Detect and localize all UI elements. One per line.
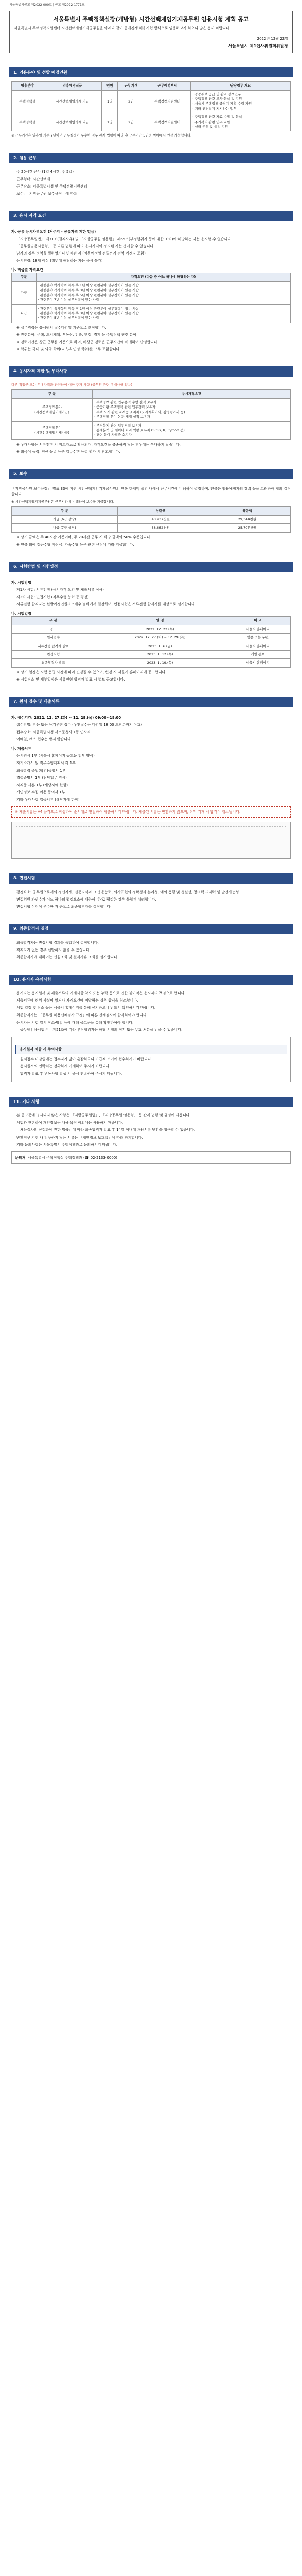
table-cell: 2년 — [118, 90, 144, 113]
table-header-cell: 비 고 — [225, 617, 290, 625]
list-item: 최종학력 졸업(학위)증명서 1부 — [16, 768, 66, 773]
section-title: 10. 응시자 유의사항 — [9, 975, 293, 985]
table-header-cell: 하한액 — [204, 507, 290, 515]
section-9 — [9, 924, 293, 960]
table-cell: · 주택정책 관련 자료 수집 및 분석 · 주거복지 관련 연구 지원 · 센터 운영 및 행정 지원 — [191, 113, 291, 131]
table-header-cell: 응시자격요건 — [93, 390, 291, 398]
preference-table — [11, 389, 291, 439]
table-header-cell: 임용예정직급 — [43, 82, 102, 90]
section-title: 5. 보수 — [9, 469, 293, 479]
list-item: 경력증명서 1부 (담당업무 명시) — [16, 775, 67, 780]
table-header-cell: 상한액 — [117, 507, 204, 515]
table-cell: · 주택정책 관련 연구용역 수행 실적 보유자 · 공공기관 주택정책 관련 업무경력 보유자 · 주택·도시 관련 자격증 소지자 (도시계획기사, 감정평가사 등) · 주택정책 분야 논문 게재 실적 보유자 — [93, 398, 291, 421]
section-title: 7. 원서 접수 및 제출서류 — [9, 697, 293, 707]
table-row — [12, 659, 291, 667]
announce-date: 2022년 12월 22일 — [257, 36, 288, 41]
table-row — [12, 113, 291, 131]
table-header-cell: 일 정 — [95, 617, 225, 625]
table-header-cell: 자격요건 (다음 중 어느 하나에 해당하는 자) — [36, 273, 290, 281]
table-row — [12, 625, 291, 633]
subsection-title: 가. 접수기간: 2022. 12. 27.(화) ~ 12. 29.(목) 09:00~18:00 — [11, 715, 121, 720]
list-item: 응시원서 1부 (서울시 홈페이지 공고문 첨부 양식) — [16, 754, 95, 758]
list-item: 시험 일정 및 장소 등은 서울시 홈페이지를 통해 공지하오니 반드시 확인하시기 바랍니다. — [16, 1006, 156, 1010]
table-cell: 서울시 홈페이지 — [225, 642, 290, 650]
table-cell: 원서접수 — [12, 634, 95, 642]
list-item: 제2차 시험: 면접시험 (직무수행 능력 등 평정) — [16, 595, 89, 599]
list-item: 「지방공무원법」 제31조(결격사유) 및 「지방공무원 임용령」 제65조(부정행위자 등에 대한 조치)에 해당하는 자는 응시할 수 없습니다. — [16, 236, 233, 241]
issuing-org: 서울특별시 제1인사위원회위원장 — [228, 43, 288, 48]
list-item: 제1차 시험: 서류전형 (응시자격 요건 및 제출서류 심사) — [16, 587, 104, 592]
contact-box: 문의처: 서울특별시 주택정책실 주택정책과 (☎ 02-2133-0000) — [11, 1151, 291, 1164]
list-item: 응시자는 시험 일시·장소·방법 등에 대해 공고문을 통해 확인하여야 합니다. — [16, 1020, 134, 1025]
table-row — [12, 524, 291, 532]
section-title: 6. 시험방법 및 시험일정 — [9, 562, 293, 572]
list-item: 자격증 사본 1부 (해당자에 한함) — [16, 783, 68, 787]
contact-info: 서울특별시 주택정책실 주택정책과 (☎ 02-2133-0000) — [27, 1155, 117, 1160]
caution-box — [11, 1037, 291, 1082]
section-11 — [9, 1097, 293, 1164]
list-item: 근무장소: 서울특별시청 및 주택정책지원센터 — [16, 184, 87, 189]
table-cell: 2023. 1. 19.(목) — [95, 659, 225, 667]
page-title: 서울특별시 주택정책실장(개방형) 시간선택제임기제공무원 임용시험 계획 공고 — [53, 15, 249, 23]
list-item: 「공무원임용시험령」 등 다른 법령에 따라 응시자격이 정지된 자는 응시할 수 없습니다. — [16, 244, 155, 248]
table-header-cell: 인원 — [102, 82, 118, 90]
list-item: 원서접수 마감일에는 접수자가 많아 혼잡하오니 가급적 조기에 접수하시기 바랍니다. — [20, 1057, 152, 1062]
list-item: 접수방법: 방문 또는 등기우편 접수 (우편접수는 마감일 18:00 도착분까지 유효) — [16, 722, 143, 727]
table-cell: 방문 또는 우편 — [225, 634, 290, 642]
table-header-cell: 담당업무 개요 — [191, 82, 291, 90]
list-item: 남자의 경우 병역을 필하였거나 면제된 자 (임용예정일 전일까지 전역 예정자 포함) — [16, 251, 146, 256]
list-item: 기타 문의사항은 서울특별시 주택정책과로 문의하시기 바랍니다. — [16, 1142, 117, 1147]
caution-title: 응시원서 제출 시 주의사항 — [15, 1045, 287, 1054]
pay-note: ※ 시간선택제임기제공무원은 근무시간에 비례하여 보수를 지급합니다. — [11, 499, 114, 504]
list-item: 합격자 발표 후 변동사항 발생 시 즉시 연락하여 주시기 바랍니다. — [20, 1072, 122, 1076]
table-cell: 면접시험 — [12, 650, 95, 658]
table-cell: 43,937천원 — [117, 515, 204, 523]
table-cell: 38,662천원 — [117, 524, 204, 532]
table-cell: · 관련분야 석사학위 취득 후 1년 이상 관련분야 실무경력이 있는 사람 · 관련분야 학사학위 취득 후 3년 이상 관련분야 실무경력이 있는 사람 · 관련분야 5년 이상 실무경력이 있는 사람 — [36, 304, 290, 323]
subsection-title: 나. 시험일정 — [11, 612, 31, 616]
table-cell: 29,344천원 — [204, 515, 290, 523]
table-cell: 개별 통보 — [225, 650, 290, 658]
table-cell: 2023. 1. 12.(목) — [95, 650, 225, 658]
note-item: ※ 실무경력은 응시원서 접수마감일 기준으로 산정합니다. — [16, 325, 106, 330]
table-cell: 시간선택제임기제 나급 — [43, 113, 102, 131]
table-row — [12, 650, 291, 658]
note-item: ※ 우대사항은 서류전형 시 참고자료로 활용되며, 자격요건을 충족하지 않는 경우에는 우대하지 않습니다. — [16, 442, 181, 447]
table-cell: 1명 — [102, 90, 118, 113]
section-5 — [9, 469, 293, 547]
note-item: ※ 관련분야: 주택, 도시계획, 부동산, 건축, 행정, 경제 등 주택정책 관련 분야 — [16, 333, 137, 337]
table-cell: 25,707천원 — [204, 524, 290, 532]
table-cell: 2023. 1. 6.(금) — [95, 642, 225, 650]
list-item: 접수장소: 서울특별시청 서소문청사 1동 인사과 — [16, 730, 91, 734]
section-title: 3. 응시 자격 요건 — [9, 211, 293, 221]
list-item: 서류전형 합격자는 선발예정인원의 5배수 범위에서 결정하며, 면접시험은 서류전형 합격자를 대상으로 실시합니다. — [16, 602, 196, 606]
list-item: 평정요소: 공무원으로서의 정신자세, 전문지식과 그 응용능력, 의사표현의 정확성과 논리성, 예의·품행 및 성실성, 창의력·의지력 및 발전가능성 — [16, 890, 239, 895]
table-header-cell: 근무기간 — [118, 82, 144, 90]
header-box — [9, 11, 293, 53]
table-cell: 서울시 홈페이지 — [225, 659, 290, 667]
table-cell: 나급 (7급 상당) — [12, 524, 118, 532]
list-item: 응시자는 응시원서 및 제출서류의 기재사항 착오 또는 누락 등으로 인한 불이익은 응시자의 책임으로 합니다. — [16, 991, 186, 996]
table-header-cell: 구분 — [12, 273, 37, 281]
subsection-title: 가. 시험방법 — [11, 580, 31, 585]
table-cell: 가급 — [12, 281, 37, 304]
table-note: ※ 근무기간은 임용일 기준 2년이며 근무실적이 우수한 경우 관계 법령에 따라 총 근무기간 5년의 범위에서 연장 가능합니다. — [11, 133, 192, 138]
table-row — [12, 515, 291, 523]
table-cell: · 관련분야 박사학위 취득 후 1년 이상 관련분야 실무경력이 있는 사람 · 관련분야 석사학위 취득 후 3년 이상 관련분야 실무경력이 있는 사람 · 관련분야 학사학위 취득 후 5년 이상 관련분야 실무경력이 있는 사람 · 관련분야 7년 이상 실무경력이 있는 사람 — [36, 281, 290, 304]
list-item: 시험과 관련하여 개인정보는 채용 목적 이외에는 사용하지 않습니다. — [16, 1121, 123, 1125]
table-cell: 서류전형 합격자 발표 — [12, 642, 95, 650]
note-item: ※ 외국어 능력, 전산 능력 등은 업무수행 능력 평가 시 참고합니다. — [16, 449, 120, 454]
list-item: 개인정보 수집·이용 동의서 1부 — [16, 790, 65, 795]
list-item: 제출서류에 허위 사실이 있거나 자격요건에 미달하는 경우 합격을 취소합니다. — [16, 998, 138, 1003]
note-item: ※ 시험장소 및 세부일정은 서류전형 합격자 발표 시 별도 공고합니다. — [16, 677, 125, 682]
submission-notice: ※ 제출서류는 A4 규격으로 작성하여 순서대로 편철하여 제출하시기 바랍니다. 제출된 서류는 반환하지 않으며, 허위 기재 시 합격이 취소됩니다. — [11, 806, 291, 818]
table-cell: 주택정책분야 (시간선택제임기제나급) — [12, 421, 93, 439]
form-preview-image — [11, 822, 291, 859]
schedule-table — [11, 616, 291, 668]
list-item: 「채용절차의 공정화에 관한 법률」에 따라 최종합격자 발표 후 14일 이내에 채용서류 반환을 청구할 수 있습니다. — [16, 1128, 196, 1132]
section-title: 11. 기타 사항 — [9, 1097, 293, 1107]
table-header-cell: 임용분야 — [12, 82, 43, 90]
list-item: 적격자가 없는 경우 선발하지 않을 수 있습니다. — [16, 948, 91, 953]
section-title: 9. 최종합격자 결정 — [9, 924, 293, 934]
table-cell: 최종합격자 발표 — [12, 659, 95, 667]
section-1 — [9, 67, 293, 139]
table-cell: 주택정책실 — [12, 90, 43, 113]
table-row — [12, 642, 291, 650]
table-cell: 1명 — [102, 113, 118, 131]
table-cell: 주택정책지원센터 — [144, 90, 191, 113]
list-item: 「공무원임용시험령」 제51조에 따라 부정행위자는 해당 시험의 정지 또는 무효 처분을 받을 수 있습니다. — [16, 1027, 183, 1032]
top-note: 서울특별시공고 제2022-000호 | 공고 제2022-1771호 — [9, 3, 85, 7]
table-cell: 주택정책분야 (시간선택제임기제가급) — [12, 398, 93, 421]
list-item: 최종합격자에 대하여는 신원조회 및 결격사유 조회를 실시합니다. — [16, 955, 119, 960]
table-row — [12, 90, 291, 113]
table-cell: 시간선택제임기제 가급 — [43, 90, 102, 113]
table-row — [12, 634, 291, 642]
section-title: 2. 임용 근무 — [9, 153, 293, 163]
list-item: 반환청구 기간 내 청구하지 않은 서류는 「개인정보 보호법」에 따라 파기합니다. — [16, 1135, 143, 1140]
contact-label: 문의처 — [15, 1155, 26, 1160]
preference-title: 다른 직업군 또는 우대자격과 관련하여 대한 추가 사항 (공무원 관련 우대사항 없음) — [11, 383, 133, 387]
table-cell: 2022. 12. 27.(화) ~ 12. 29.(목) — [95, 634, 225, 642]
pay-text: 「지방공무원 보수규정」 별표 33에 따른 시간선택제임기제공무원의 연봉 한계액 범위 내에서 근무시간에 비례하여 결정하며, 연봉은 임용예정자의 경력 등을 고려하여 협의 결정합니다. — [11, 486, 291, 496]
section-title: 1. 임용분야 및 선발 예정인원 — [9, 67, 293, 78]
note-item: ※ 상기 금액은 주 40시간 기준이며, 주 20시간 근무 시 해당 금액의 50% 수준입니다. — [16, 535, 151, 539]
table-header-cell: 근무예정부서 — [144, 82, 191, 90]
section-10 — [9, 975, 293, 1082]
section-7 — [9, 697, 293, 859]
list-item: 기타 우대사항 입증서류 (해당자에 한함) — [16, 798, 80, 802]
table-cell: 2022. 12. 22.(목) — [95, 625, 225, 633]
list-item: 자기소개서 및 직무수행계획서 각 1부 — [16, 761, 76, 766]
lead-text: 서울특별시 주택정책지원센터 시간선택제임기제공무원을 아래와 같이 공개경쟁 채용시험 방식으로 임용하고자 하오니 많은 응시 바랍니다. — [14, 26, 231, 30]
subsection-title: 나. 직급별 자격요건 — [11, 268, 43, 273]
table-cell: 서울시 홈페이지 — [225, 625, 290, 633]
table-cell: · 주거복지 관련 업무경력 보유자 · 통계분석 및 데이터 처리 역량 보유자 (SPSS, R, Python 등) · 관련 분야 자격증 소지자 — [93, 421, 291, 439]
qualification-table — [11, 273, 291, 323]
section-2 — [9, 153, 293, 196]
table-row — [12, 281, 291, 304]
table-cell: 나급 — [12, 304, 37, 323]
table-cell: 가급 (6급 상당) — [12, 515, 118, 523]
note-item: ※ 경력기간은 상근 근무를 기준으로 하며, 비상근 경력은 근무시간에 비례하여 산정합니다. — [16, 340, 158, 345]
table-cell: 주택정책실 — [12, 113, 43, 131]
table-row — [12, 398, 291, 421]
list-item: 본 공고문에 명시되지 않은 사항은 「지방공무원법」, 「지방공무원 임용령」 등 관계 법령 및 규정에 따릅니다. — [16, 1113, 191, 1118]
table-header-cell: 구 분 — [12, 617, 95, 625]
table-row — [12, 304, 291, 323]
section-8 — [9, 873, 293, 909]
note-item: ※ 학위는 국내 및 외국 학위(교육부 인정 학위)를 모두 포함합니다. — [16, 347, 121, 352]
table-cell: 공고 — [12, 625, 95, 633]
positions-table — [11, 81, 291, 131]
list-item: 응시원서의 연락처는 정확하게 기재하여 주시기 바랍니다. — [20, 1064, 111, 1069]
list-item: 이메일, 팩스 접수는 받지 않습니다. — [16, 737, 73, 742]
table-header-cell: 구 분 — [12, 390, 93, 398]
section-6 — [9, 562, 293, 682]
table-cell: 주택정책지원센터 — [144, 113, 191, 131]
subsection-title: 나. 제출서류 — [11, 747, 31, 751]
list-item: 면접시험 성적이 우수한 자 순으로 최종합격자를 결정합니다. — [16, 905, 112, 909]
list-item: 최종합격자는 「공무원 채용신체검사 규정」에 따른 신체검사에 합격하여야 합니다. — [16, 1013, 148, 1018]
list-item: 근무형태: 시간선택제 — [16, 177, 50, 181]
list-item: 최종합격자는 면접시험 결과를 종합하여 결정합니다. — [16, 941, 99, 945]
table-cell: · 공공주택 공급 및 관리 정책연구 · 주택정책 관련 조사·분석 및 지원 · 서울시 주택정책 중장기 계획 수립 지원 · 기타 센터장이 지시하는 업무 — [191, 90, 291, 113]
list-item: 주 20시간 근무 (1일 4시간, 주 5일) — [16, 170, 74, 174]
section-title: 8. 면접시험 — [9, 873, 293, 884]
pay-table — [11, 506, 291, 532]
table-header-cell: 구 분 — [12, 507, 118, 515]
table-cell: 2년 — [118, 113, 144, 131]
note-item: ※ 연봉 외에 정근수당 가산금, 가족수당 등은 관련 규정에 따라 지급합니다. — [16, 542, 134, 547]
section-4 — [9, 366, 293, 454]
subsection-title: 가. 공통 응시자격요건 (거주지 - 공통자격 제한 없음) — [11, 229, 96, 234]
list-item: 응시연령: 18세 이상 (정년에 해당하는 자는 응시 불가) — [16, 259, 103, 263]
section-3 — [9, 211, 293, 352]
section-title: 4. 응시자격 제한 및 우대사항 — [9, 366, 293, 377]
table-row — [12, 421, 291, 439]
list-item: 보수: 「지방공무원 보수규정」에 따름 — [16, 191, 77, 196]
list-item: 면접위원 과반수가 어느 하나의 평정요소에 대하여 '하'로 평정한 경우 불합격 처리합니다. — [16, 897, 156, 902]
note-item: ※ 상기 일정은 시험 운영 사정에 따라 변경될 수 있으며, 변경 시 서울시 홈페이지에 공고합니다. — [16, 670, 167, 674]
